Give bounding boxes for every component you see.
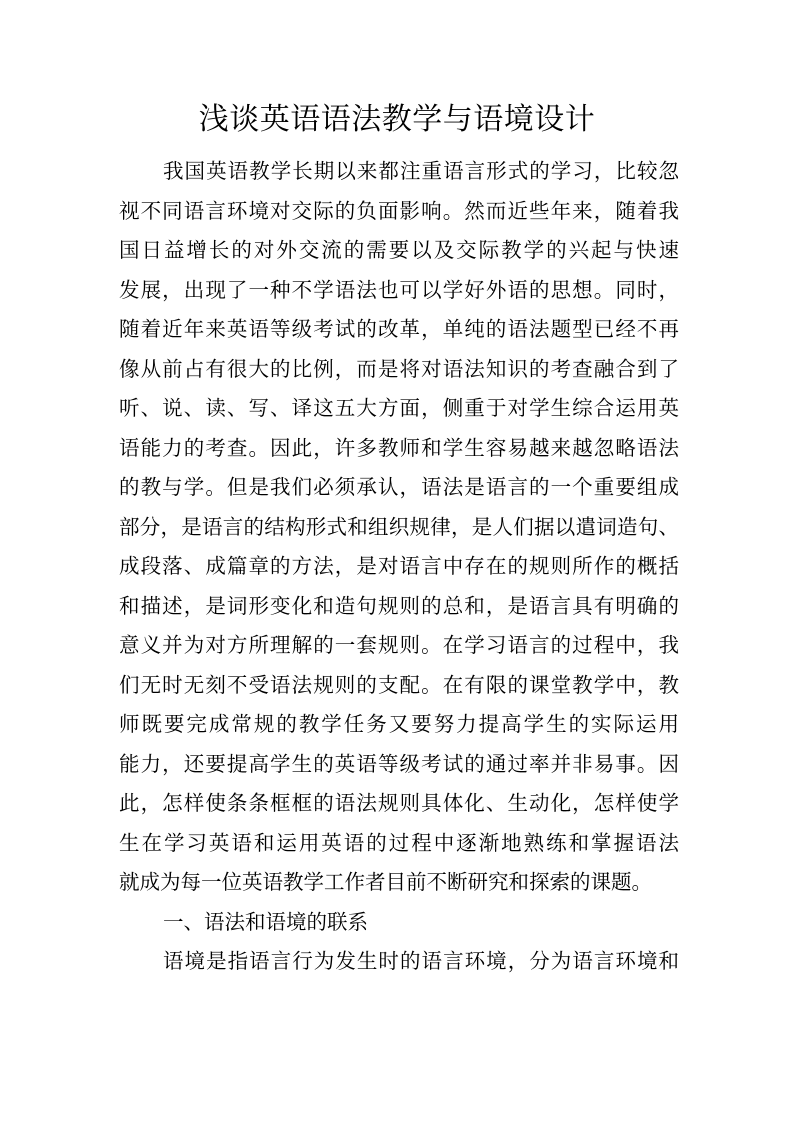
paragraph-line: 师既要完成常规的教学任务又要努力提高学生的实际运用 <box>119 712 679 736</box>
paragraph-line: 意义并为对方所理解的一套规则。在学习语言的过程中，我 <box>119 633 679 657</box>
document-title: 浅谈英语语法教学与语境设计 <box>198 102 596 137</box>
section-heading: 一、语法和语境的联系 <box>163 909 368 934</box>
paragraph-line: 发展，出现了一种不学语法也可以学好外语的思想。同时， <box>119 277 679 302</box>
paragraph-line: 成段落、成篇章的方法，是对语言中存在的规则所作的概括 <box>119 554 679 578</box>
paragraph-line: 和描述，是词形变化和造句规则的总和，是语言具有明确的 <box>119 593 679 618</box>
paragraph-line: 们无时无刻不受语法规则的支配。在有限的课堂教学中，教 <box>119 672 679 697</box>
paragraph-line: 视不同语言环境对交际的负面影响。然而近些年来，随着我 <box>119 198 679 223</box>
paragraph-line: 此，怎样使条条框框的语法规则具体化、生动化，怎样使学 <box>119 791 679 815</box>
paragraph-line: 能力，还要提高学生的英语等级考试的通过率并非易事。因 <box>119 751 679 776</box>
paragraph-line: 生在学习英语和运用英语的过程中逐渐地熟练和掌握语法 <box>119 830 679 855</box>
paragraph-line: 随着近年来英语等级考试的改革，单纯的语法题型已经不再 <box>119 317 679 341</box>
paragraph-line: 就成为每一位英语教学工作者目前不断研究和探索的课题。 <box>119 870 652 894</box>
paragraph-line: 听、说、读、写、译这五大方面，侧重于对学生综合运用英 <box>119 396 679 420</box>
paragraph-line: 部分，是语言的结构形式和组织规律，是人们据以遣词造句、 <box>119 514 679 539</box>
paragraph-line: 国日益增长的对外交流的需要以及交际教学的兴起与快速 <box>119 238 679 262</box>
paragraph-line: 语境是指语言行为发生时的语言环境，分为语言环境和 <box>163 949 679 973</box>
paragraph-line: 我国英语教学长期以来都注重语言形式的学习，比较忽 <box>163 159 679 183</box>
paragraph-line: 的教与学。但是我们必须承认，语法是语言的一个重要组成 <box>119 475 679 499</box>
document-body <box>119 152 679 982</box>
paragraph-line: 语能力的考查。因此，许多教师和学生容易越来越忽略语法 <box>119 435 679 460</box>
paragraph-line: 像从前占有很大的比例，而是将对语法知识的考查融合到了 <box>119 356 679 381</box>
